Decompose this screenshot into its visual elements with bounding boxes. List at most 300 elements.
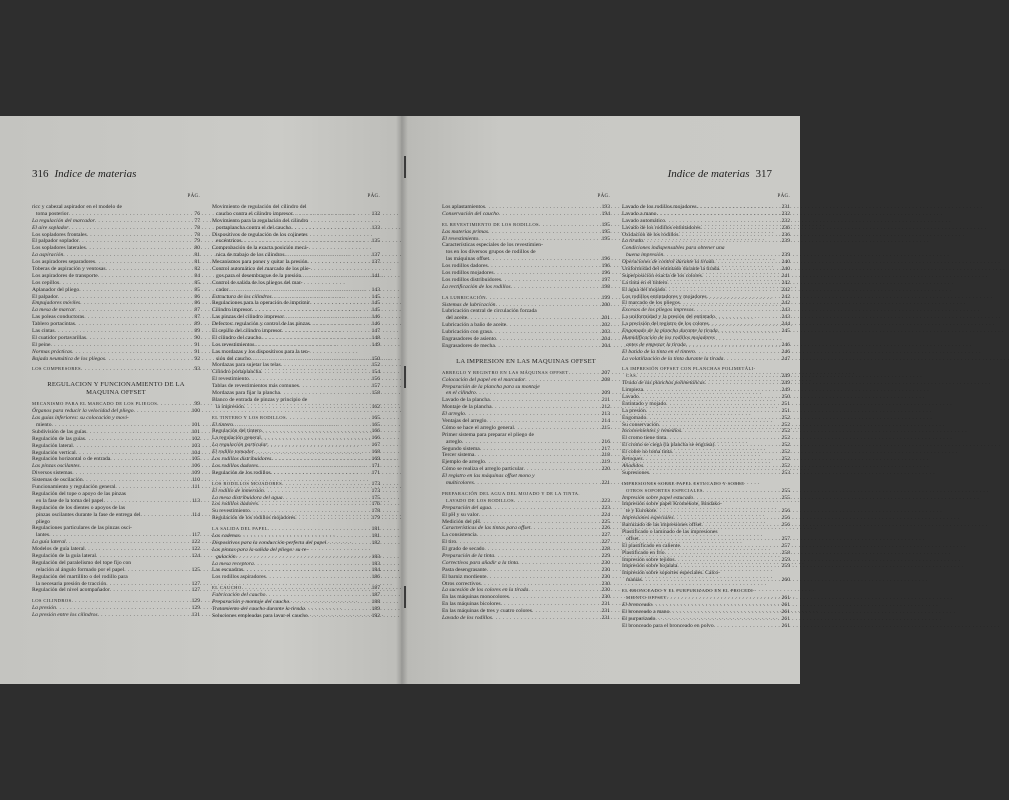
dot-leader <box>261 335 369 342</box>
toc-entry-title: Tirada de las planchas polimetálicas <box>622 380 705 387</box>
toc-entry-page: 156 <box>371 376 380 383</box>
dot-leader <box>701 225 780 232</box>
toc-entry-page: 150 <box>371 355 380 362</box>
toc-entry <box>442 418 610 425</box>
dot-leader <box>241 238 369 245</box>
pag-label: PÁG. <box>367 194 380 199</box>
toc-entry-page: 77 <box>194 217 200 224</box>
toc-entry-page: 257 <box>781 542 790 549</box>
toc-entry <box>212 218 380 225</box>
dot-leader <box>308 613 370 620</box>
running-title-left: Indice de materias <box>54 168 137 180</box>
toc-entry <box>212 362 380 369</box>
toc-entry-title: Impresión sobre papel Kromekote, Bindako- <box>622 501 722 508</box>
toc-entry-title: Normas prácticas <box>32 348 72 355</box>
toc-entry-title: El cobre no toma tinta <box>622 449 672 456</box>
toc-entry-title: La precisión del registro de los colores <box>622 321 709 328</box>
toc-entry-title: Regulación del tintero <box>212 428 262 435</box>
dot-leader <box>489 256 600 263</box>
dot-leader <box>467 315 599 322</box>
toc-entry-page: 84 <box>194 272 200 279</box>
toc-entry-title: pinzas oscilantes durante la fase de entrega del <box>36 511 141 518</box>
toc-entry-page: 219 <box>601 459 610 466</box>
toc-entry-page: 89 <box>194 321 200 328</box>
toc-entry-title: Barnizado de las impresiones offset <box>622 522 702 529</box>
dot-leader <box>643 463 779 470</box>
dot-leader <box>98 612 190 619</box>
toc-entry-page: 81 <box>194 259 200 266</box>
toc-entry-page: 154 <box>371 369 380 376</box>
toc-entry <box>32 252 200 259</box>
toc-entry <box>442 295 610 302</box>
toc-entry-title: Pasta desengrasante <box>442 566 487 573</box>
toc-entry-title: Entintado y mojado <box>622 400 667 407</box>
toc-entry-title: La regulación del marcador <box>32 217 95 224</box>
toc-entry <box>32 238 200 245</box>
toc-entry-title: LOS CILINDROS <box>32 598 72 604</box>
dot-leader <box>702 522 780 529</box>
toc-entry <box>212 606 380 613</box>
toc-entry-title: La sucesión de los colores en la tirada <box>442 587 529 594</box>
toc-entry-page: 145 <box>371 293 380 300</box>
toc-entry-title: Mordazas para sujetar las telas <box>212 362 281 369</box>
dot-leader <box>514 498 600 505</box>
toc-entry-page: 258 <box>781 549 790 556</box>
toc-entry-title: La presión <box>622 407 646 414</box>
toc-entry-title: Engomado <box>622 414 647 421</box>
dot-leader <box>514 425 600 432</box>
toc-entry-page: 249 <box>781 373 790 380</box>
toc-entry-title: El pH y su valor <box>442 511 479 518</box>
toc-entry-title: El cepillo del cilindro impresor <box>212 328 282 335</box>
toc-entry-page: 169 <box>371 456 380 463</box>
toc-entry-title: La mesa de marcar <box>32 307 76 314</box>
dot-leader <box>254 561 370 568</box>
dot-leader <box>79 287 192 294</box>
toc-entry <box>622 495 790 502</box>
toc-entry <box>622 314 790 321</box>
toc-entry-page: 189 <box>371 605 380 612</box>
toc-entry <box>622 328 790 335</box>
toc-entry <box>622 373 790 380</box>
dot-leader <box>655 616 779 623</box>
toc-entry-title: Inconvenientes y remedios <box>622 428 682 435</box>
dot-leader <box>85 436 190 443</box>
toc-entry <box>442 480 610 487</box>
toc-entry-page: 255 <box>781 494 790 501</box>
dot-leader <box>659 422 780 429</box>
toc-entry-page: 246 <box>781 348 790 355</box>
dot-leader <box>305 606 370 613</box>
toc-entry-title: Las cadenas <box>212 532 240 539</box>
left-page <box>0 116 401 684</box>
toc-entry <box>212 225 380 232</box>
dot-leader <box>478 236 599 243</box>
dot-leader <box>264 488 370 495</box>
dot-leader <box>157 401 192 408</box>
dot-leader <box>106 266 193 273</box>
toc-entry-title: Regulaciones particulares de las pinzas osci- <box>32 525 132 532</box>
toc-entry-title: El palpador <box>32 293 58 300</box>
dot-leader <box>485 204 600 211</box>
dot-leader <box>272 294 370 301</box>
dot-leader <box>80 463 190 470</box>
toc-entry-title: Lubricación central de circulación forzada <box>442 308 537 315</box>
toc-entry-title: El bronceado <box>622 601 653 608</box>
toc-entry-title: Regulación del nivel acompañador <box>32 587 110 594</box>
dot-leader <box>465 411 600 418</box>
toc-entry <box>622 387 790 394</box>
dot-leader <box>73 443 190 450</box>
toc-entry <box>32 443 200 450</box>
dot-leader <box>677 563 779 570</box>
toc-entry-title: Ejemplo de arreglo <box>442 459 485 466</box>
toc-entry-page: 220 <box>601 466 610 473</box>
toc-entry-title: Toberas de aspiración y ventosas <box>32 266 106 272</box>
toc-entry <box>212 259 380 266</box>
toc-entry-title: MECANISMO PARA EL MARCADO DE LOS PLIEGOS <box>32 401 158 407</box>
toc-entry <box>212 307 380 314</box>
toc-entry <box>622 616 790 623</box>
toc-entry-title: El bronceado para el bronceado en polvo <box>622 622 714 629</box>
dot-leader <box>474 480 600 487</box>
toc-entry <box>622 508 790 515</box>
toc-entry-title: Subdivisión de las guías <box>32 428 87 435</box>
toc-entry-title: Bajada neumática de los pliegos <box>32 355 106 362</box>
toc-entry-title: Los aplastamientos <box>442 203 486 210</box>
dot-leader <box>282 328 370 335</box>
toc-entry-page: 89 <box>194 328 200 335</box>
dot-leader <box>87 232 193 239</box>
toc-entry-page: 239 <box>781 252 790 259</box>
dot-leader <box>106 581 189 588</box>
toc-entry-title: La volatilización de la tinta durante la tirada <box>622 355 724 362</box>
toc-entry-page: 76 <box>194 210 200 217</box>
toc-entry <box>622 408 790 415</box>
dot-leader <box>506 322 599 329</box>
toc-entry <box>622 623 790 630</box>
toc-entry <box>32 457 200 464</box>
dot-leader <box>266 574 370 581</box>
toc-entry-page: 208 <box>601 376 610 383</box>
toc-entry <box>442 425 610 432</box>
toc-entry <box>622 211 790 218</box>
toc-entry-title: antes de empezar la tirada <box>626 341 686 348</box>
toc-entry <box>442 574 610 581</box>
toc-entry-title: Correctivos para añadir a la tinta <box>442 559 519 566</box>
toc-entry-page: 236 <box>781 231 790 238</box>
toc-entry-page: 165 <box>371 421 380 428</box>
toc-entry-page: 221 <box>601 480 610 487</box>
toc-entry <box>622 577 790 584</box>
toc-entry-title: Mordazas para fijar la plancha <box>212 390 281 397</box>
toc-entry-page: 240 <box>781 259 790 266</box>
toc-entry-title: relación al ángulo formado por el papel <box>36 566 125 573</box>
dot-leader <box>646 415 779 422</box>
toc-entry <box>32 525 200 532</box>
toc-entry-title: El revestimiento <box>212 376 249 383</box>
toc-entry-title: lantes <box>36 532 50 539</box>
dot-leader <box>703 488 780 495</box>
toc-entry-title: Regulación lateral <box>32 442 73 449</box>
dot-leader <box>271 456 369 463</box>
toc-entry-page: 173 <box>371 480 380 487</box>
dot-leader <box>532 608 600 615</box>
binding-stitch <box>404 366 406 388</box>
toc-entry <box>442 546 610 553</box>
toc-entry-title: Engrasadores de asiento <box>442 336 497 343</box>
toc-entry-page: 228 <box>601 546 610 553</box>
dot-leader <box>646 408 780 415</box>
toc-entry-page: 231 <box>601 601 610 608</box>
dot-leader <box>709 321 780 328</box>
toc-entry-title: El batido de la tinta en el tintero <box>622 348 695 355</box>
toc-entry <box>442 615 610 622</box>
toc-entry-title: Plastificado en frío <box>622 549 665 556</box>
toc-entry-title: Cómo se realiza el arreglo particular <box>442 466 524 473</box>
dot-leader <box>326 540 369 547</box>
toc-entry-page: 132 <box>371 210 380 217</box>
toc-entry-title: El palpador soplador <box>32 238 79 245</box>
toc-entry-title: Uniformidad del entintado durante la tirada <box>622 266 720 272</box>
toc-entry-page: 252 <box>781 435 790 442</box>
toc-entry-page: 243 <box>781 307 790 314</box>
dot-leader <box>667 595 780 602</box>
toc-entry <box>212 238 380 245</box>
toc-entry-title: Conservación del caucho <box>442 210 499 217</box>
toc-entry-page: 127 <box>191 580 200 587</box>
dot-leader <box>299 383 370 390</box>
dot-leader <box>643 387 779 394</box>
toc-entry <box>622 342 790 349</box>
toc-entry-title: Control de salida de los pliegos del mar- <box>212 279 303 286</box>
toc-entry <box>442 222 610 229</box>
dot-leader <box>110 587 190 594</box>
toc-entry <box>442 539 610 546</box>
toc-entry-title: Los sopladores frontales <box>32 231 87 238</box>
dot-leader <box>49 532 190 539</box>
toc-entry-title: buena impresión <box>626 252 664 259</box>
toc-entry <box>32 612 200 619</box>
dot-leader <box>678 232 779 239</box>
toc-entry-title: Regulación de los dientes o apoyos de las <box>32 504 126 511</box>
dot-leader <box>528 587 599 594</box>
toc-entry <box>212 328 380 335</box>
toc-entry-page: 162 <box>371 403 380 410</box>
toc-entry <box>212 449 380 456</box>
dot-leader <box>310 300 370 307</box>
toc-entry-page: 111 <box>192 484 200 491</box>
dot-leader <box>261 435 370 442</box>
toc-entry <box>442 512 610 519</box>
toc-entry-title: te y Eurokote <box>626 508 657 515</box>
toc-entry <box>212 376 380 383</box>
toc-entry <box>442 390 610 397</box>
toc-entry <box>32 605 200 612</box>
toc-entry-title: El tiro <box>442 539 457 546</box>
toc-entry-page: 179 <box>371 515 380 522</box>
toc-entry <box>32 491 200 498</box>
toc-entry <box>212 422 380 429</box>
dot-leader <box>723 356 779 363</box>
toc-entry <box>622 245 790 252</box>
toc-entry-title: Excesos de los pliegos impresos <box>622 307 694 314</box>
toc-entry-page: 195 <box>601 228 610 235</box>
toc-entry <box>32 539 200 546</box>
toc-entry-title: Tercer sistema <box>442 452 475 459</box>
dot-leader <box>480 446 600 453</box>
toc-entry-title: La presión entre los cilindros <box>32 612 98 619</box>
toc-entry <box>442 553 610 560</box>
toc-entry <box>32 335 200 342</box>
toc-entry <box>442 459 610 466</box>
toc-entry-title: Regulación de los rodillos <box>212 469 271 476</box>
toc-entry-page: 230 <box>601 566 610 573</box>
toc-entry-page: 215 <box>601 424 610 431</box>
toc-entry-title: La consistencia <box>442 532 477 539</box>
dot-leader <box>86 429 189 436</box>
dot-leader <box>681 428 779 435</box>
toc-entry-page: 252 <box>781 462 790 469</box>
dot-leader <box>494 553 599 560</box>
toc-entry <box>622 595 790 602</box>
toc-entry-title: Cilindro impresor <box>212 307 252 314</box>
toc-entry-page: 227 <box>601 532 610 539</box>
dot-leader <box>110 456 189 463</box>
toc-entry-page: 166 <box>371 428 380 435</box>
dot-leader <box>686 342 780 349</box>
toc-entry-page: 198 <box>601 283 610 290</box>
toc-entry-page: 86 <box>194 293 200 300</box>
running-title-right: Indice de materias <box>667 168 750 180</box>
toc-entry <box>32 574 200 581</box>
toc-entry <box>212 554 380 561</box>
toc-entry-page: 102 <box>191 435 200 442</box>
toc-entry-title: Las materias primas <box>442 228 489 235</box>
toc-entry-title: En las máquinas bicolores <box>442 601 501 608</box>
toc-entry-title: Supresiones <box>622 469 650 476</box>
dot-leader <box>236 554 370 561</box>
toc-entry-title: Movimiento de regulación del cilindro del <box>212 203 307 210</box>
toc-entry <box>32 463 200 470</box>
toc-entry <box>442 370 610 377</box>
toc-entry <box>442 204 610 211</box>
dot-leader <box>58 294 192 301</box>
toc-entry-page: 145 <box>371 300 380 307</box>
toc-entry-title: Lavado de los rodillos mojadores <box>622 203 697 210</box>
dot-leader <box>718 328 780 335</box>
toc-entry-title: gulación <box>216 553 236 560</box>
toc-entry <box>32 505 200 512</box>
toc-entry <box>442 336 610 343</box>
dot-leader <box>680 543 780 550</box>
toc-entry-page: 145 <box>371 307 380 314</box>
toc-entry <box>622 380 790 387</box>
toc-entry-page: 193 <box>601 203 610 210</box>
toc-entry-page: 244 <box>781 321 790 328</box>
toc-entry-title: Medición del pH <box>442 518 480 525</box>
toc-entry <box>442 308 610 315</box>
toc-entry-page: 202 <box>601 322 610 329</box>
toc-entry-title: Regulación de la guía lateral <box>32 552 96 559</box>
toc-entry-page: 187 <box>371 592 380 599</box>
toc-entry-title: Comprobación de la exacta posición mecá- <box>212 245 309 252</box>
toc-entry-title: cador <box>216 286 229 293</box>
toc-entry-title: Dispositivos para la conducción perfecta del papel <box>212 539 327 546</box>
dot-leader <box>124 567 189 574</box>
toc-entry-page: 175 <box>371 494 380 501</box>
toc-entry <box>212 383 380 390</box>
toc-entry-title: en la fase de la toma del papel <box>36 497 104 504</box>
toc-entry <box>32 581 200 588</box>
toc-entry-page: 105 <box>191 456 200 463</box>
dot-leader <box>714 442 779 449</box>
dot-leader <box>693 495 779 502</box>
dot-leader <box>250 508 370 515</box>
toc-entry <box>212 211 380 218</box>
toc-entry <box>622 266 790 273</box>
toc-entry-page: 91 <box>194 348 200 355</box>
dot-leader <box>254 449 370 456</box>
toc-entry-title: Las cintas <box>32 328 55 335</box>
toc-entry-title: Su revestimiento <box>212 508 250 515</box>
dot-leader <box>86 335 192 342</box>
toc-entry <box>442 343 610 350</box>
dot-leader <box>474 452 599 459</box>
toc-entry-page: 91 <box>194 341 200 348</box>
toc-entry <box>622 602 790 609</box>
toc-entry <box>622 366 790 373</box>
toc-entry-title: Empujadores móviles <box>32 300 81 307</box>
toc-entry <box>442 404 610 411</box>
toc-entry-title: El grado de secado <box>442 546 485 553</box>
toc-entry-title: Los revestimientos <box>212 341 255 348</box>
dot-leader <box>282 481 370 488</box>
toc-entry-page: 122 <box>191 539 200 546</box>
dot-leader <box>666 401 779 408</box>
toc-entry-page: 261 <box>781 608 790 615</box>
dot-leader <box>258 501 370 508</box>
toc-entry <box>32 560 200 567</box>
toc-entry-title: Fabricación del caucho <box>212 592 266 599</box>
toc-entry <box>442 322 610 329</box>
dot-leader <box>301 273 369 280</box>
toc-entry-title: ARREGLO Y REGISTRO EN LAS MÁQUINAS OFFSET <box>442 369 569 375</box>
toc-entry-title: La regulación particular <box>212 442 268 449</box>
toc-entry-title: en el cilindro <box>446 390 476 397</box>
toc-entry-page: 216 <box>601 438 610 445</box>
dot-leader <box>714 623 780 630</box>
toc-entry-title: La aspiración <box>32 252 64 259</box>
toc-entry <box>32 273 200 280</box>
dot-leader <box>511 284 600 291</box>
toc-entry <box>442 229 610 236</box>
toc-entry-title: Engomado de la plancha durante la tirada <box>622 328 718 335</box>
toc-entry-page: 203 <box>601 329 610 336</box>
toc-entry-page: 209 <box>601 390 610 397</box>
toc-entry-title: Retoques <box>622 456 643 463</box>
toc-entry <box>622 488 790 495</box>
dot-leader <box>695 349 780 356</box>
toc-entry-title: LOS COMPRESORES <box>32 366 82 372</box>
toc-entry-page: 249 <box>781 387 790 394</box>
toc-entry-page: 223 <box>601 504 610 511</box>
toc-entry-page: 211 <box>601 397 610 404</box>
toc-entry-title: pliego <box>36 518 50 525</box>
toc-entry-title: Los rodillos distribuidores <box>442 276 502 283</box>
dot-leader <box>293 211 370 218</box>
toc-entry-page: 230 <box>601 580 610 587</box>
